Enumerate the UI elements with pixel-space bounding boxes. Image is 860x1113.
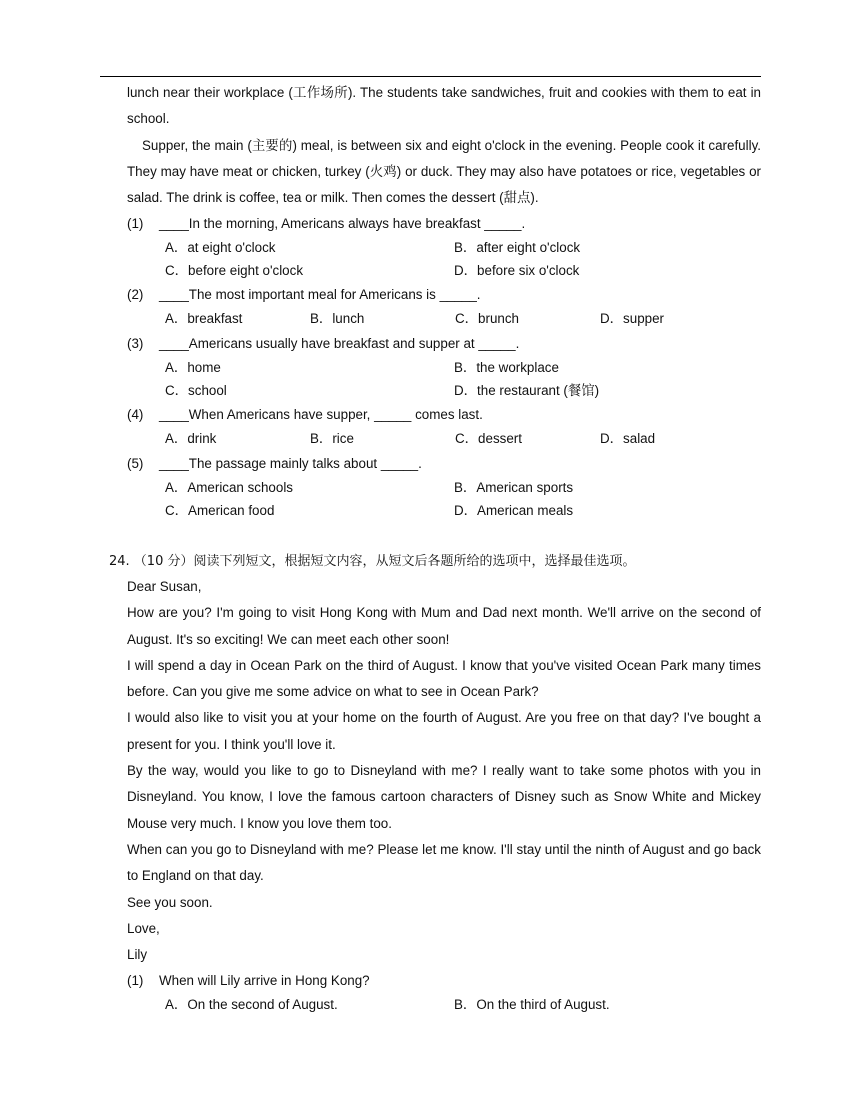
passage-paragraph: lunch near their workplace (工作场所). The students take sandwiches, fruit and cookies with them to eat in school. (127, 85, 761, 127)
letter-signoff: Love, (127, 920, 160, 936)
letter-paragraph: I would also like to visit you at your home on the fourth of August. Are you free on that day? I've bought a present for you. I think you'll love it. (127, 710, 761, 752)
options (165, 356, 761, 402)
options (165, 427, 761, 451)
question-block (127, 403, 761, 451)
question-5 (127, 452, 761, 476)
section-24 (109, 550, 761, 1016)
options (165, 993, 761, 1016)
question-number: (1) (127, 216, 144, 232)
option-d[interactable]: D．salad (600, 431, 656, 447)
option-b[interactable]: B．On the third of August. (454, 997, 610, 1013)
option-b[interactable]: B．American sports (454, 480, 574, 496)
question-block (127, 212, 761, 282)
question-block (127, 332, 761, 402)
letter-paragraph: I will spend a day in Ocean Park on the third of August. I know that you've visited Ocean Park many times before. Can you give me some advice on what to see in Ocean Park? (127, 657, 761, 700)
letter-paragraph: By the way, would you like to go to Disneyland with me? I really want to take some photos with you in Disneyland. You know, I love the famous cartoon characters of Disney such as Snow White and Mickey Mouse very much. I know you love them too. (127, 763, 761, 831)
options (165, 236, 761, 282)
option-a[interactable]: A．On the second of August. (165, 997, 338, 1013)
section-heading: 24. （10 分）阅读下列短文，根据短文内容，从短文后各题所给的选项中，选择最佳选项。 (109, 554, 636, 569)
question-text: ____When Americans have supper, _____ comes last. (159, 407, 483, 423)
letter (127, 574, 761, 1016)
option-b[interactable]: B．rice (310, 431, 354, 447)
passage-23 (127, 80, 761, 522)
question-block (127, 969, 761, 1016)
options (165, 307, 761, 331)
option-b[interactable]: B．lunch (310, 311, 365, 327)
question-2 (127, 283, 761, 307)
option-d[interactable]: D．supper (600, 311, 665, 327)
option-a[interactable]: A．breakfast (165, 311, 243, 327)
letter-paragraph: When can you go to Disneyland with me? Please let me know. I'll stay until the ninth of August and go back to England on that day. (127, 841, 761, 884)
options (165, 476, 761, 522)
question-text: ____In the morning, Americans always have breakfast _____. (159, 216, 526, 232)
question-block (127, 452, 761, 522)
option-a[interactable]: A．drink (165, 431, 217, 447)
question-block (127, 283, 761, 331)
option-d[interactable]: D．before six o'clock (454, 263, 580, 279)
option-c[interactable]: C．before eight o'clock (165, 263, 304, 279)
question-1 (127, 212, 761, 236)
question-text: When will Lily arrive in Hong Kong? (159, 973, 370, 989)
letter-closing: See you soon. (127, 894, 213, 910)
question-text: ____Americans usually have breakfast and supper at _____. (159, 336, 520, 352)
question-4 (127, 403, 761, 427)
header-rule (100, 76, 761, 77)
question-text: ____The passage mainly talks about _____. (159, 456, 422, 472)
option-a[interactable]: A．American schools (165, 480, 294, 496)
question-number: (4) (127, 407, 144, 423)
option-d[interactable]: D．American meals (454, 503, 574, 519)
question-number: (5) (127, 456, 144, 472)
question-number: (3) (127, 336, 144, 352)
passage-paragraph: Supper, the main (主要的) meal, is between six and eight o'clock in the evening. People cook it carefully. They may have meat or chicken, turkey (火鸡) or duck. They may also have potatoes or rice, vegetables or salad. The drink is coffee, tea or milk. Then comes the dessert (甜点). (127, 137, 761, 206)
letter-paragraph: How are you? I'm going to visit Hong Kong with Mum and Dad next month. We'll arrive on the second of August. It's so exciting! We can meet each other soon! (127, 605, 761, 647)
option-b[interactable]: B．the workplace (454, 360, 559, 376)
question-text: ____The most important meal for Americans is _____. (159, 287, 481, 303)
option-c[interactable]: C．brunch (455, 311, 520, 327)
option-d[interactable]: D．the restaurant (餐馆) (454, 383, 600, 399)
letter-signature: Lily (127, 947, 148, 963)
question-number: (2) (127, 287, 144, 303)
option-c[interactable]: C．dessert (455, 431, 522, 447)
option-c[interactable]: C．school (165, 383, 227, 399)
option-c[interactable]: C．American food (165, 503, 275, 519)
letter-greeting: Dear Susan, (127, 579, 202, 594)
question-3 (127, 332, 761, 356)
question-number: (1) (127, 973, 144, 989)
option-a[interactable]: A．at eight o'clock (165, 240, 276, 256)
option-a[interactable]: A．home (165, 360, 221, 376)
option-b[interactable]: B．after eight o'clock (454, 240, 581, 256)
question-1 (127, 969, 761, 993)
